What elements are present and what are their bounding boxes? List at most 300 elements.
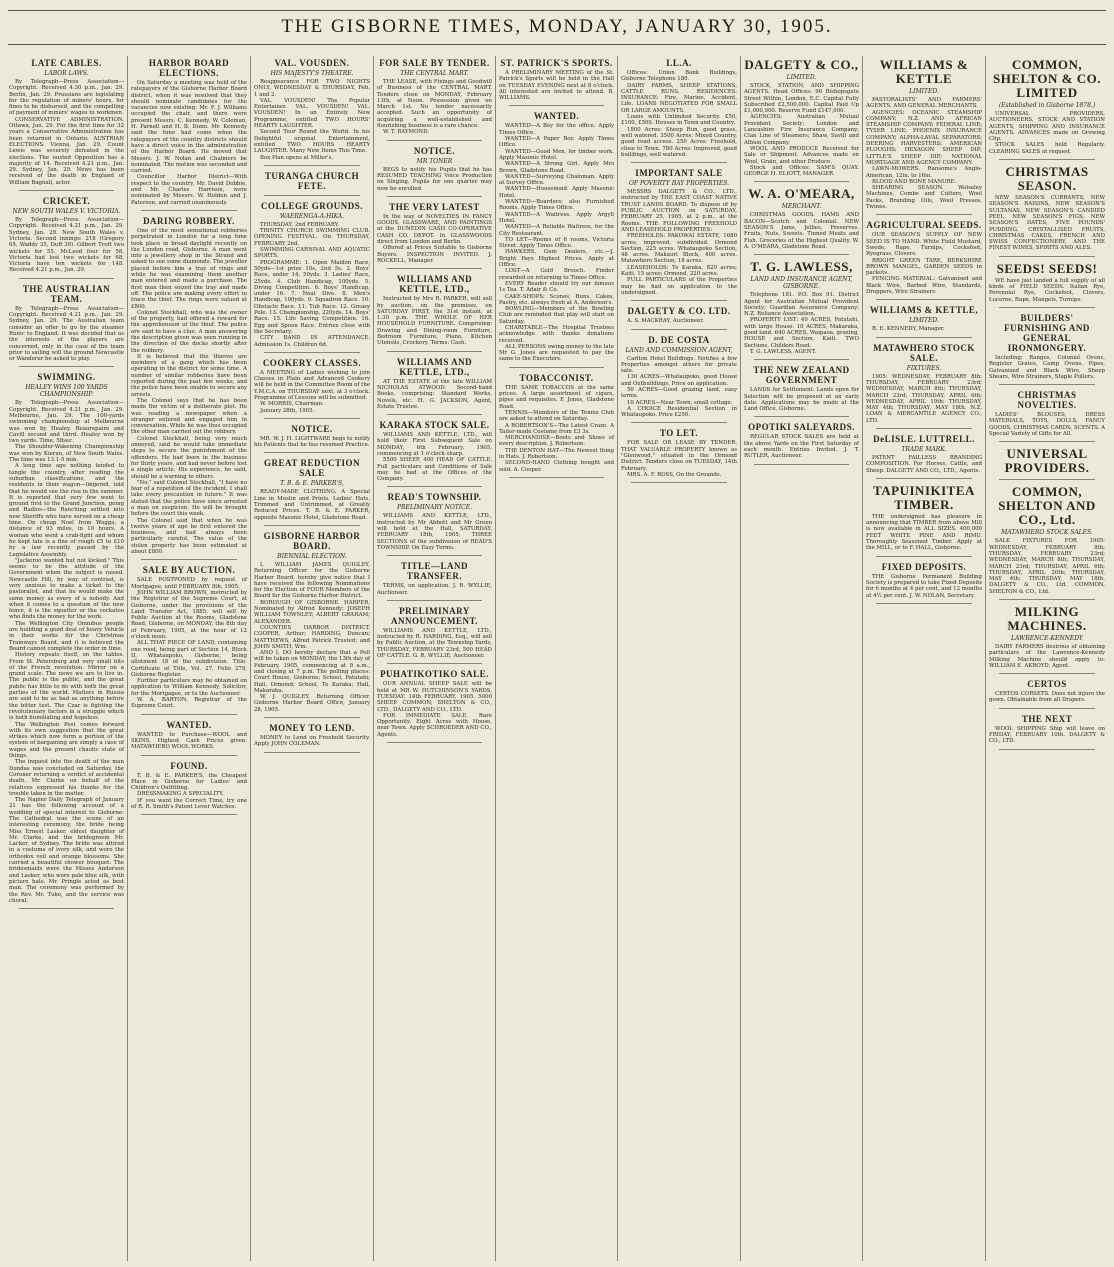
article-heading: READ'S TOWNSHIP.	[387, 492, 482, 503]
article-divider	[141, 559, 237, 560]
article	[254, 58, 370, 166]
article-paragraph: LADIES' BLOUSES, DRESS MATERIALS, TOYS, DOLLS, FANCY GOODS, CHRISTMAS CARDS, SCENTS. A Special Variety of Gifts for All.	[989, 412, 1105, 438]
article-paragraph: The Colonel says that he has been made the victim of a deliberate plot. He was reading a newspaper when a stranger entered and engaged him in conversation. While he was thus occupied the other man carried out the robbery.	[131, 397, 247, 436]
article-heading: AGRICULTURAL SEEDS.	[866, 220, 982, 231]
article-divider	[509, 105, 604, 106]
article-paragraph: A. S. MACKRAY, Auctioneer.	[627, 318, 704, 325]
article-divider	[141, 714, 237, 715]
article-divider	[19, 366, 114, 367]
article-heading: WANTED.	[166, 719, 212, 730]
article-paragraph: WANTED—Housemaid. Apply Masonic Hotel.	[499, 186, 614, 199]
article	[866, 484, 982, 557]
article-divider	[264, 195, 360, 196]
article	[621, 335, 737, 424]
article-divider	[631, 300, 727, 301]
article-subheading: LIMITED.	[909, 88, 939, 95]
article-paragraph: T. B. & E. PARKER'S, the Cheapest Place in Gisborne for Ladies' and Children's Outfitting.	[131, 772, 247, 792]
article-paragraph: CAKE-SHOPS: Scones, Buns, Cakes, Pastry, etc. always fresh at A. Anderson's.	[499, 293, 614, 306]
column-4	[374, 56, 496, 1261]
article-subheading: LIMITED.	[909, 317, 939, 325]
article-paragraph: 130 ACRES—Whataupoko, good House and Outbuildings. Price on application.	[621, 374, 737, 387]
article-divider	[509, 367, 604, 368]
article-paragraph: WOOL SHIPPING Ship will leave on FRIDAY, FEBRUARY 10th. DALGETY & CO., LTD.	[989, 725, 1105, 745]
article-divider	[876, 478, 972, 479]
article-heading: OPOTIKI SALEYARDS.	[748, 422, 855, 433]
article-divider	[387, 663, 482, 664]
article-paragraph: FULL PARTICULARS of the Properties may be had on application to the undersigned.	[621, 277, 737, 296]
article-paragraph: WANTED—Boarders; also Furnished Rooms. Apply Times Office.	[499, 199, 614, 212]
article	[499, 58, 614, 106]
article-heading: WILLIAMS AND KETTLE, LTD.,	[396, 356, 473, 377]
article	[744, 365, 859, 417]
article-divider	[387, 196, 482, 197]
article-divider	[264, 752, 360, 753]
article-subheading: OF POVERTY BAY PROPERTIES.	[628, 180, 730, 188]
article	[866, 305, 982, 337]
article-paragraph: "No," said Colonel Stockhall, "I have no fear of a repetition of the incident. I shall take every precaution in future." It was stated that the police have since arrested a man on suspicion. He will be brought before the court this week.	[131, 479, 247, 518]
article-divider	[631, 329, 727, 330]
article-heading: FOUND.	[170, 760, 208, 771]
article-divider	[999, 749, 1095, 750]
columns-container	[6, 56, 1108, 1261]
article-subheading: HIS MAJESTY'S THEATRE.	[270, 70, 354, 77]
article-paragraph: PROGRAMME: 1. Open Maiden Race, 50yds—1st prize 10s, 2nd 5s. 2. Boys' Race, under 14, 50yds. 3. Ladies' Race, 25yds. 4. Club Handicap, 100yds. 5. Diving Competition. 6. Boys' Handicap, under 16. 7. Neat Dive. 8. Men's Handicap, 100yds. 9. Squadron Race. 10. Obstacle Race. 11. Tub Race. 12. Greasy Pole. 13. Championship, 220yds. 14. Boys' Race. 15. Life Saving Competition. 16. Egg and Spoon Race. Entries close with the Secretary.	[254, 259, 370, 335]
article-heading: COOKERY CLASSES.	[262, 357, 362, 368]
article-heading: UNIVERSAL PROVIDERS.	[1004, 446, 1090, 476]
article-subheading: MATAWHERO STOCK SALES.	[1001, 529, 1093, 537]
article	[989, 679, 1105, 709]
article	[377, 492, 492, 556]
article-subheading: FIXTURES.	[906, 364, 942, 372]
article-subheading: WAERENGA-A-HIKA.	[279, 212, 345, 220]
article-paragraph: DAIRY FARMERS desirous of obtaining particulars of the Lawrence-Kennedy Milking Machine should apply to: WILLIAM E. AKROYD, Agent.	[989, 643, 1105, 669]
article	[377, 274, 492, 351]
article-paragraph: LOST—A Gold Brooch. Finder rewarded on returning to Times Office.	[499, 268, 614, 281]
article	[989, 605, 1105, 674]
article-subheading: LAND AND INSURANCE AGENT, GISBORNE.	[750, 276, 853, 291]
article-paragraph: THE SAME TOBACCOS at the same prices. A large assortment of cigars, pipes and requisites. F. Jones, Gladstone Road.	[499, 384, 614, 410]
article	[377, 58, 492, 141]
article-paragraph: WILLIAMS AND KETTLE, LTD., will hold their First Subsequent Sale on MONDAY, 6th February, 1905, commencing at 1 o'clock sharp.	[377, 432, 492, 457]
article	[254, 531, 370, 718]
article-paragraph: The Shoulder-Wakening Championship was won by Kieran, of New South Wales. The time was 13.1-5 min.	[9, 444, 124, 464]
article-paragraph: By Telegraph—Press Association—Copyright. Received 4.21 p.m., Jan. 29. Sydney, Jan. 29. The Australian team consider an offer to go by the steamer Runic to England. It was decided that as the interests of the players are concerned, only in the case of the team prior to sailing will the ground Newcastle or Wanderer be asked to play.	[9, 305, 124, 363]
article	[131, 216, 247, 560]
article-heading: WILLIAMS & KETTLE,	[869, 305, 979, 316]
article-heading: NOTICE.	[291, 423, 333, 434]
article-paragraph: WANTED—A Waitress. Apply Argyll Hotel.	[499, 211, 614, 224]
article	[131, 761, 247, 816]
article-divider	[264, 418, 360, 419]
article-paragraph: SALE FIXTURES FOR 1905: WEDNESDAY, FEBRUARY 8th; THURSDAY, FEBRUARY 23rd; WEDNESDAY, MARCH 8th; THURSDAY, MARCH 23rd; THURSDAY, APRIL 6th; THURSDAY, APRIL 20th; THURSDAY, MAY 4th; THURSDAY, MAY 18th. DALGETY & CO., Ltd. COMMON, SHELTON & CO., Ltd.	[989, 538, 1105, 595]
article-heading: DALGETY & CO. LTD.	[627, 306, 731, 317]
article-paragraph: MRS. A. F. ROSS, On the Grounds.	[627, 471, 722, 478]
article-divider	[754, 254, 849, 255]
article	[254, 358, 370, 419]
article-paragraph: SECOND-HAND Clothing bought and sold. A. Cooper.	[499, 460, 614, 473]
article-paragraph: T. G. LAWLESS, AGENT.	[750, 348, 816, 355]
article-subheading: NEW SOUTH WALES V. VICTORIA.	[12, 208, 121, 216]
article-divider	[999, 673, 1095, 674]
article-heading: PRELIMINARY ANNOUNCEMENT.	[390, 605, 479, 626]
article-paragraph: CITY BAND IN ATTENDANCE. Admission 1s. Children 6d.	[254, 335, 370, 348]
article-heading: DALGETY & CO.,	[744, 57, 859, 72]
article-subheading: MR TONER	[416, 157, 453, 165]
article-paragraph: COUNTIES HARBOR DISTRICT. COOPER, Arthur; HARDING, Duncan; MATTHEWS, Alfred Patrick Trusted; and JOHN SMITH, Wm.	[254, 624, 370, 650]
article	[621, 168, 737, 301]
article-heading: THE NEXT	[1021, 713, 1073, 724]
article	[499, 373, 614, 478]
article-heading: THE AUSTRALIAN TEAM.	[22, 283, 111, 304]
article-paragraph: A CHOICE Residential Section in Whataupoko. Price £250.	[621, 405, 737, 419]
article-heading: CERTOS	[1027, 679, 1067, 690]
article-paragraph: WANTED—A Boy for the office. Apply Times Office.	[499, 123, 614, 136]
article-paragraph: Box Plan opens at Miller's.	[260, 154, 334, 161]
article-paragraph: JOHN WILLIAM BROWN, instructed by the Registrar of the Supreme Court, at Gisborne, under the provisions of the Land Transfer Act, 1885, will sell by Public Auction at the Rooms, Gladstone Road, Gisborne, on MONDAY, the 8th day of February, 1905, at the hour of 12 o'clock noon.	[131, 589, 247, 641]
article-paragraph: IF you want the Correct Time, try one of R. R. Smith's Patent Lever Watches.	[131, 797, 247, 810]
article-divider	[264, 525, 360, 526]
article-paragraph: The inquest into the death of the man Dundas was concluded on Saturday, the Coroner returning a verdict of accidental death. Mr. Clarke on behalf of the relatives expressed his thanks for the trouble taken in the matter.	[9, 759, 124, 797]
column-3	[251, 56, 374, 1261]
article-paragraph: THE undersigned has pleasure in announcing that TIMBER from above Mill is now available in ALL SIZES. 400,000 FEET WHITE PINE AND RIMU. Thoroughly Seasoned Timber. Apply at the MILL, or to F. HALL, Gisborne.	[866, 513, 982, 552]
article-divider	[754, 464, 849, 465]
article-paragraph: THE Gisborne Permanent Building Society is prepared to take Fixed Deposits for 6 months at 4 per cent, and 12 months at 4½ per cent. J. W. NOLAN, Secretary.	[866, 573, 982, 599]
article-subheading: MERCHANT.	[781, 203, 822, 211]
article-paragraph: WANTED—A Paper Boy. Apply Times Office.	[499, 136, 614, 149]
article-heading: NOTICE.	[413, 145, 456, 156]
article-paragraph: One of the most sensational robberies perpetrated in London for a long time took place in broad daylight recently on the London road, Gisborne. A man went into a jewellery shop in the Strand and asked to see some diamonds. The jeweller placed before him a tray of rings and while he was examining them another man entered and made a purchase. The first man then seized the tray and made off. The police are making every effort to trace the thief. The rings were valued at £800.	[131, 227, 247, 310]
article-heading: DeLISLE. LUTTRELL.	[873, 433, 975, 444]
article-paragraph: FOR SALE OR LEASE BY TENDER. THAT VALUABLE PROPERTY known as "Glenwood," situated in the Ormond District. Tenders close on TUESDAY, 14th February.	[621, 440, 737, 472]
article-divider	[999, 708, 1095, 709]
column-2	[128, 56, 251, 1261]
article-paragraph: ALL PERSONS owing money to the late Mr G. Jones are requested to pay the same to the Executors.	[499, 343, 614, 363]
article-divider	[876, 337, 972, 338]
article-paragraph: BOWLING—Members of the Bowling Club are reminded that play will start on Saturday.	[499, 306, 614, 325]
article-paragraph: EVERY Reader should try our famous 1s Tea. T. Adair & Co.	[499, 280, 614, 294]
article-paragraph: 50 ACRES—Good grazing land, easy terms.	[621, 386, 737, 400]
article-paragraph: Further particulars may be obtained on application to William Kennedy, Solicitor, for the Mortgagee, or to the Auctioneer.	[131, 678, 247, 697]
article-paragraph: THE LEASE, with Fixings and Goodwill of Business of the CENTRAL MART. Tenders close on MONDAY, February 13th, at Noon. Possession given on March 1st. No tender necessarily accepted. Such an opportunity of acquiring a well-established and flourishing business is a rare chance.	[377, 79, 492, 130]
article-paragraph: A PRELIMINARY MEETING of the St. Patrick's Sports will be held in the Hall on TUESDAY EVENING next at 8 o'clock. All interested are invited to attend. B. WILLIAMS.	[499, 70, 614, 102]
article-paragraph: LAWN-MOWERS. Ransome's Anglo-American, 12in. to 16in.	[866, 166, 982, 179]
article	[499, 111, 614, 367]
article-subheading: BIENNIAL ELECTION.	[277, 552, 347, 560]
article-paragraph: WE have just landed a full supply of all kinds of FIELD SEEDS. Italian Rye, Perennial Rye, Cocksfoot, Clovers, Lucerne, Rape, Mangels, Turnips.	[989, 277, 1105, 303]
article-paragraph: A long time ago nothing tended to tangle the country, after reading the suburban classifications, and the residents in their wagon—lingered, told that he would see the rise in the summer. It is reported that very few went to ground first to the Grand Junction, going and Radios—the Ranching settled into new Sheriffs who have served on a cheap time. On cheap Noel from Wagga, a distance of 93 miles, in 10 hours. A woman who went a crab-fight and whom he kept late is a fine of rough £5 to £10 by a law recently passed by the Legislative Assembly.	[9, 463, 124, 558]
article-subheading: TRADE MARK.	[901, 445, 947, 453]
article-heading: CHRISTMAS SEASON.	[1005, 164, 1089, 194]
article-paragraph: W. J. QUIGLEY, Returning Officer. Gisborne Harbor Board Office, January 28, 1905.	[254, 694, 370, 713]
article	[744, 422, 859, 464]
article-paragraph: MONEY to Lend on Freehold Security. Apply JOHN COLEMAN.	[254, 735, 370, 748]
article-divider	[876, 428, 972, 429]
article-paragraph: W. T. RAYMOND.	[383, 129, 430, 136]
article-heading: IMPORTANT SALE	[635, 168, 723, 179]
article-paragraph: STOCK, STATION, AND SHIPPING AGENTS. Head Offices: 96 Bishopsgate Street Within, London, E.C. Capital Fully Subscribed £2,500,000. Capital Paid Up £1,000,000. Reserve Fund £147,000.	[744, 83, 859, 115]
article-subheading: LAND AND COMMISSION AGENT,	[625, 346, 733, 354]
article-divider	[264, 717, 360, 718]
article	[744, 187, 859, 255]
newspaper-title: THE GISBORNE TIMES, MONDAY, JANUARY 30, 1905.	[281, 16, 833, 37]
article	[744, 58, 859, 182]
article-divider	[631, 422, 727, 423]
article-paragraph: In the way of NOVELTIES IN FANCY GOODS, GLASSWARE, AND PAINTINGS at the DUNEDIN CASH CO-OPERATIVE CASH CO. DEPOT. In GLASSWOODS direct from London and Berlin.	[377, 213, 492, 246]
article-paragraph: AGENCIES: OCEANIC STEAMSHIP COMPANY; N.Z. AND AFRICAN STEAMSHIP COMPANY; FEDERAL LINE; TYSER LINE; PHOENIX INSURANCE COMPANY; ALPHA-LAVAL SEPARATORS; DEERING HARVESTERS; AMERICAN PLOUGHS; HEXAGON SHEEP DIP; LITTLE'S SHEEP DIP; NATIONAL MORTGAGE AND AGENCY COMPANY.	[866, 109, 982, 166]
article-paragraph: FENCING MATERIAL: Galvanised and Black Wire, Barbed Wire, Standards, Droppers, Wire Strainers.	[866, 276, 982, 296]
article-paragraph: The Wellington City Omnibus people are building a good deal of heavy Vehicle in their works for the Christmas Tramways Board, and it is believed the Board cannot complete the order in time.	[9, 620, 124, 652]
article-heading: COMMON, SHELTON AND CO., Ltd.	[998, 484, 1096, 528]
article-paragraph: Offices: Union Bank Buildings, Gisborne Telephone 180.	[621, 70, 737, 83]
article-paragraph: By Telegraph—Press Association—Copyright. Received 4.21 p.m., Jan. 29. Sydney, Jan. 29. New South Wales v. Victoria. Second innings: 218 (Gregory 65, Waddy 35, Duff 30). Gilbert Trott two wickets for 55, McLeod four for 58. Victoria had lost two wickets for 68. Victoria have ten wickets for 148. Received 4.21 p.m., Jan. 29.	[9, 217, 124, 274]
article-paragraph: TRINITY CHURCH SWIMMING CLUB. OPENING FESTIVAL. On THURSDAY, FEBRUARY 2nd.	[254, 228, 370, 247]
article-paragraph: WANTED to Purchase—WOOL and SKINS. Highest Cash Prices given. MATAWHERO WOOL WORKS.	[131, 731, 247, 751]
article-subheading: LAWRENCE-KENNEDY	[1010, 634, 1083, 642]
article-paragraph: 1800 Acres: Sheep Run, good grass, well watered. 3500 Acres: Mixed Country, good road access. 250 Acres: Freehold, close to Town. 780 Acres: Improved, good buildings, well watered.	[621, 126, 737, 158]
article-divider	[141, 814, 237, 815]
article-divider	[754, 359, 849, 360]
article-divider	[264, 352, 360, 353]
article	[377, 202, 492, 269]
article-paragraph: AT THE ESTATE of the late WILLIAM NICHOLAS ATWOOD. Second-hand Books, comprising: Standard Works, Novels, etc. H. G. JACKSON, Agent, Estate Trustee.	[377, 378, 492, 410]
article-divider	[999, 441, 1095, 442]
article-paragraph: Telephone 181. P.O. Box 91. District Agent for Australian Mutual Provident Society; Guardian Assurance Company; N.Z. Reliance Association.	[744, 292, 859, 318]
article-paragraph: CERTOS CORSETS. Does not injure the gown. Obtainable from all Drapers.	[989, 691, 1105, 704]
masthead-rule-bottom	[8, 44, 1106, 45]
article-heading: LATE CABLES.	[31, 58, 102, 68]
article-heading: T. G. LAWLESS,	[750, 259, 853, 275]
article-divider	[999, 256, 1095, 257]
article-heading: KARAKA STOCK SALE.	[379, 420, 490, 431]
article-divider	[264, 452, 360, 453]
article-heading: SEEDS! SEEDS!	[996, 260, 1098, 276]
article-divider	[141, 755, 237, 756]
article-paragraph: PATENT FAILLESS BRANDING COMPOSITION. For Horses, Cattle, and Sheep. DALGETY AND CO., LTD., Agents.	[866, 454, 982, 474]
article-paragraph: Instructed by Mrs R. PARKER, will sell by auction, on the premises, on SATURDAY FIRST, the 31st instant, at 1.30 p.m. THE WHOLE OF HER HOUSEHOLD FURNITURE. Comprising: Drawing and Dining-room Furniture, Bedroom Furniture, Piano, Kitchen Utensils, Crockery. Terms: Cash.	[377, 296, 492, 347]
article	[989, 165, 1105, 257]
article-paragraph: PROPERTY LIST: 40 ACRES, Patutahi, with large House. 10 ACRES, Makaraka, good land. 640 ACRES, Waipaoa, grazing. HOUSE and Section, Kaiti. TWO Sections, Childers Road.	[744, 317, 859, 349]
article-divider	[19, 278, 114, 279]
article-paragraph: VAL. VOUSDEN! The Popular Entertainer. VAL. VOUSDEN! VAL. VOUSDEN! In an Entirely New Programme, entitled TWO HOURS' HEARTY LAUGHTER.	[254, 97, 370, 130]
article	[989, 390, 1105, 442]
article-paragraph: Loans with Unlimited Security. £50, £100, £500. Houses in Town and Country.	[621, 114, 737, 127]
article-heading: PUHATIKOTIKO SALE.	[380, 669, 489, 680]
article-paragraph: WANTED—A Strong Girl. Apply Mrs Brown, Gladstone Road.	[499, 161, 614, 174]
article-divider	[631, 162, 727, 163]
article-paragraph: BRIGHT GREEN TARE, BERKSHIRE BROWN MANGEL, GARDEN SEEDS in packets.	[866, 257, 982, 277]
article-paragraph: WANTED—Good Men, for timber work. Apply Masonic Hotel.	[499, 148, 614, 161]
article-divider	[999, 479, 1095, 480]
article-divider	[19, 908, 114, 909]
article-heading: TAPUINIKITEA TIMBER.	[873, 482, 975, 512]
article-paragraph: BLOOD AND BONE MANURE.	[872, 178, 957, 185]
article	[131, 58, 247, 211]
article-heading: COMMON, SHELTON & CO. LIMITED	[992, 57, 1101, 100]
article-paragraph: Colonel Stockhall, being very much annoyed, said he would take immediate steps to secure the punishment of the offenders. He had been in the business for thirty years, and had never before lost a single article. His experience, he said, should be a warning to others.	[131, 435, 247, 480]
article-paragraph: R. E. KENNEDY, Manager.	[872, 326, 945, 333]
article	[377, 146, 492, 197]
article	[621, 58, 737, 163]
article	[9, 284, 124, 368]
article	[254, 201, 370, 353]
article-paragraph: OUR ANNUAL SHEEP SALE will be held at MR W. HUTCHINSON'S YARDS, TUESDAY, 14th FEBRUARY, 1905. 5000 SHEEP. COMMON, SHELTON & CO., LTD., DALGETY AND CO., LTD.	[377, 681, 492, 713]
article-subheading: LIMITED.	[786, 74, 817, 81]
article-paragraph: TENNIS—Members of the Tennis Club are asked to attend on Saturday.	[499, 409, 614, 423]
article-paragraph: W. MORRIS, Chairman.	[260, 401, 324, 408]
article	[989, 262, 1105, 308]
article-heading: THE VERY LATEST	[389, 201, 480, 212]
article-heading: MATAWHERO STOCK SALE.	[873, 342, 975, 363]
article-subheading: HEALEY WINS 100 YARDS CHAMPIONSHIP.	[25, 384, 108, 399]
article	[377, 606, 492, 664]
article-divider	[387, 600, 482, 601]
article-heading: FOR SALE BY TENDER.	[379, 58, 490, 68]
article	[377, 357, 492, 415]
article-paragraph: READY-MADE CLOTHING. A Special Line in Muslin and Prints. Ladies' Hats, Trimmed and Untrimmed, at Greatly Reduced Prices. T. B. & E. PARKER, opposite Masonic Hotel, Gladstone Road.	[254, 489, 370, 521]
article	[377, 669, 492, 743]
article	[131, 565, 247, 714]
article-paragraph: DAIRY FARMS, SHEEP STATIONS, CATTLE RUNS, RESIDENCES. INSURANCE: Fire, Marine, Accident, Life. LOANS NEGOTIATED FOR SMALL OR LARGE AMOUNTS.	[621, 82, 737, 114]
article-divider	[876, 556, 972, 557]
article-paragraph: SWIMMING CARNIVAL AND AQUATIC SPORTS.	[254, 247, 370, 260]
article-heading: HARBOR BOARD ELECTIONS.	[148, 58, 230, 78]
article-divider	[999, 384, 1095, 385]
article	[9, 372, 124, 909]
article-paragraph: 1905: WEDNESDAY, FEBRUARY 8th; THURSDAY, FEBRUARY 23rd; WEDNESDAY, MARCH 8th; THURSDAY, MARCH 23rd; THURSDAY, APRIL 6th; WEDNESDAY, APRIL 19th; THURSDAY, MAY 4th; THURSDAY, MAY 18th. N.Z. LOAN & MERCANTILE AGENCY CO., LTD.	[866, 373, 982, 424]
article-divider	[876, 214, 972, 215]
article-heading: SALE BY AUCTION.	[142, 565, 236, 576]
article-paragraph: A MEETING of Ladies wishing to join Classes in Plain and Advanced Cookery will be held in the Committee Room of the Y.M.C.A. on THURSDAY next, at 3 o'clock. Programme of Lessons will be submitted.	[254, 369, 370, 401]
article-paragraph: The Napier Daily Telegraph of January 21 has the following account of a wedding of special interest to Gisborne: The Cathedral was the scene of an interesting ceremony, the bride being Miss Ernest Lasker, eldest daughter of Mr. Clarke, and the bridegroom Mr. Lacker, of Sydney. The bride was attired in a costume of ivory silk, and wore the orthodox veil and orange blossoms. She carried a beautiful shower bouquet. The bridesmaids were the Misses Anderson and Lasker, who wore pale blue silk, with picture hats. Mr. Pringle acted as best man. The ceremony was performed by the Rev. Mr. Tuke, and the service was choral.	[9, 797, 124, 904]
article	[621, 428, 737, 483]
article-divider	[999, 307, 1095, 308]
article-paragraph: SHEARING SEASON. Wolseley Machines, Combs and Cutters, Wool Packs, Branding Oils, Wool Presses, Twines.	[866, 185, 982, 211]
article	[254, 723, 370, 753]
article	[866, 58, 982, 215]
article-paragraph: CHRISTMAS GOODS. HAMS AND BACON—Scotch and Colonial. NEW SEASON'S Jams, Jellies, Preserves. Fruits, Nuts, Sweets. Tinned Meats and Fish. Groceries of the Highest Quality. W. A. O'MEARA, Gladstone Road.	[744, 212, 859, 250]
article-divider	[631, 482, 727, 483]
article-paragraph: CHARITABLE—The Hospital Trustees acknowledge with thanks donations received.	[499, 324, 614, 344]
article	[744, 260, 859, 360]
article-paragraph: ALL THAT PIECE OF LAND, containing one rood, being part of Section 14, Block II, Whataupoko, Gisborne, being allotment 18 of the subdivision. Title: Certificate of Title, Vol. 27, Folio 279, Gisborne Register.	[131, 640, 247, 678]
article-paragraph: REGULAR STOCK SALES are held at the above Yards on the First Saturday of each month. Entries Invited. J. T. RUTLER, Auctioneer.	[744, 434, 859, 460]
article-heading: MONEY TO LEND.	[269, 723, 355, 734]
article-heading: WILLIAMS AND KETTLE, LTD.,	[396, 274, 473, 295]
article-subheading: LABOR LAWS.	[44, 70, 89, 77]
article-paragraph: NEW SEASON'S CURRANTS, NEW SEASON'S RAISINS, NEW SEASON'S SULTANAS, NEW SEASON'S CANDIED PEEL, NEW SEASON'S FIGS, NEW SEASON'S DATES, FIVE POUNDS' PUDDING, CRYSTALLISED FRUITS, CHRISTMAS CAKES, FRENCH AND SWISS CONFECTIONERY, AND THE FINEST WINES, SPIRITS AND ALES.	[989, 195, 1105, 252]
article	[866, 343, 982, 429]
article-divider	[387, 140, 482, 141]
article-paragraph: BEGS to notify his Pupils that he has RESUMED TEACHING Voice Production on Singing. Pupils for one quarter may now be enrolled.	[377, 166, 492, 192]
article-paragraph: CONSERVATIVE ADMINISTRATION. Ottawa, Jan. 29. For the first time for 32 years a Conservative Administration has been returned in Ontario. AUSTRIAN ELECTIONS. Vienna, Jan. 29. Count Lewis was severely defeated in the elections. The ousted Opposition has a majority of 14. Received 4.21 p.m., Jan. 29. Sydney, Jan. 29. News has been received of the death in England of William Bagnall, actor.	[9, 116, 124, 186]
article-paragraph: Reappearance FOR TWO NIGHTS ONLY, WEDNESDAY & THURSDAY, Feb. 1 and 2.	[254, 79, 370, 98]
article-paragraph: January 28th, 1905.	[260, 407, 315, 414]
article-divider	[754, 181, 849, 182]
article-subheading: PRELIMINARY NOTICE.	[396, 504, 472, 512]
article	[989, 447, 1105, 480]
article-divider	[387, 414, 482, 415]
article-paragraph: FREEHOLDS: PAKOWAI ESTATE, 1680 acres, improved, subdivided. Ormond Section, 225 acres. Whataupoko Section, 48 acres. Makauri Block, 400 acres. Matawhero Section, 18 acres.	[621, 233, 737, 265]
article-paragraph: WOOL AND PRODUCE Received for Sale or Shipment. Advances made on Wool, Grain, and other Produce.	[744, 145, 859, 165]
article-divider	[387, 268, 482, 269]
article	[254, 171, 370, 196]
article-paragraph: "Jackeroo wanted but not kicked." This seems to be the attitude of the Government when the subject is raised. Newcastle Hill, by way of contrast, is very anxious to make a ticket to the pastoralist, and that he would make the same money as every of a nobody. And when it comes to a question of the new fence, it is the squatter or the cockatoo who finds the money for the work.	[9, 557, 124, 621]
article-heading: TOBACCONIST.	[519, 372, 594, 383]
article-paragraph: DRESSMAKING A SPECIALITY.	[137, 791, 224, 798]
article-paragraph: 5500 SHEEP, 400 HEAD OF CATTLE. Full particulars and Conditions of Sale may be had at the Offices of the Company.	[377, 457, 492, 483]
article-divider	[509, 477, 604, 478]
article-heading: TO LET.	[659, 428, 699, 439]
article	[254, 458, 370, 525]
article-paragraph: By Telegraph—Press Association—Copyright. Received 4.30 p.m., Jan. 29. Berlin, Jan. 29. Prussians are legislating for the regulation of miners' hours, for fines to be disbursed, and the compelling of payment of miners' wages to workmen.	[9, 79, 124, 117]
article-paragraph: MESSRS DALGETY & CO., LTD., instructed by THE EAST COAST NATIVE TRUST LANDS BOARD. To dispose of by PUBLIC AUCTION on SATURDAY, FEBRUARY 25, 1905, at 2 p.m., at the Rooms. THE FOLLOWING FREEHOLD AND LEASEHOLD PROPERTIES:	[621, 189, 737, 233]
masthead	[0, 0, 1114, 56]
article-paragraph: LANDS for Settlement. Lands open for Selection will be proposed at an early date. Applications may be made at the Land Office, Gisborne.	[744, 387, 859, 413]
article-paragraph: The Wellington Post comes forward with its own suggestion that the great strikes which now form a portion of the system of bargaining are simply a case of wages and the present chaotic state of things.	[9, 721, 124, 760]
article-divider	[19, 190, 114, 191]
column-9	[986, 56, 1108, 1261]
article-paragraph: THURSDAY, 2nd FEBRUARY.	[260, 221, 340, 228]
article	[989, 313, 1105, 385]
article-divider	[264, 165, 360, 166]
article-paragraph: WANTED—A Reliable Waitress, for the City Restaurant.	[499, 224, 614, 237]
article-divider	[999, 159, 1095, 160]
article-heading: ST. PATRICK'S SPORTS.	[500, 58, 613, 68]
article-divider	[876, 299, 972, 300]
article-heading: VAL. VOUSDEN.	[274, 58, 350, 68]
article-divider	[876, 603, 972, 604]
article-paragraph: AND I, DO hereby declare that a Poll will be taken on MONDAY, the 13th day of February, 1905, commencing at 9 a.m., and closing at 7 p.m. The polling places: Court House, Gisborne; School, Patutahi; Hall, Ormond; School, Te Karaka; Hall, Makaraka.	[254, 650, 370, 694]
article-paragraph: STOCK SALES held Regularly. CLEARING SALES at request.	[989, 142, 1105, 155]
article-paragraph: WILLIAMS AND KETTLE, LTD., instructed by Mr Abbott and Mr Green will hold at the Hall, SATURDAY, FEBRUARY 18th, 1905, THREE SECTIONS of the subdivision of READ'S TOWNSHIP. On Easy Terms.	[377, 513, 492, 551]
article-paragraph: AGENCIES: Australian Mutual Provident Society; London and Lancashire Fire Insurance Company; Clan Line of Steamers; Shaw, Savill and Albion Company.	[744, 114, 859, 146]
article-heading: I.L.A.	[666, 58, 692, 68]
article-heading: WILLIAMS & KETTLE	[879, 57, 969, 86]
article-paragraph: On Saturday a meeting was held of the ratepayers of the Gisborne Harbor Board district, when it was resolved that they should nominate candidates for the vacancies now existing. Mr. F. J. Williams occupied the chair, and there were present Messrs. C. Kennedy, W. Coleman, H. Parnell and H. B. Dunn. Mr. Kennedy said the time had come when the ratepayers of the country districts should have a direct voice in the administration of the Harbor Board. He moved that Messrs. J. W. Nolan and Chalmers be nominated. The motion was seconded and carried.	[131, 80, 247, 175]
article-paragraph: A ROBERTSON'S—The Latest Craze. A Tailor-made Costume from £3 3s.	[499, 422, 614, 435]
article-subheading: T. B. & E. PARKER'S,	[280, 480, 344, 488]
article-heading: TITLE—LAND TRANSFER.	[400, 561, 468, 582]
article-heading: TURANGA CHURCH FETE.	[264, 170, 360, 191]
article-paragraph: I, WILLIAM JAMES QUIGLEY, Returning Officer for the Gisborne Harbor Board, hereby give notice that I have received the following Nominations for the Election of FOUR Members of the Board for the Gisborne Harbor District.	[254, 561, 370, 600]
column-1	[6, 56, 128, 1261]
article-divider	[999, 599, 1095, 600]
column-6	[618, 56, 741, 1261]
article	[866, 220, 982, 300]
article-heading: CRICKET.	[42, 196, 91, 207]
article	[377, 420, 492, 487]
column-5	[496, 56, 618, 1261]
article	[989, 714, 1105, 750]
article-paragraph: Colonel Stockhall, who was the owner of the property, had offered a reward for the apprehension of the thief. The police are said to have a clue. A man answering the description given was seen running in the direction of the docks shortly after the robbery.	[131, 309, 247, 354]
article-paragraph: SALE POSTPONED by request of Mortgagee, until FEBRUARY 8th, 1905.	[131, 577, 247, 590]
article-heading: GREAT REDUCTION SALE	[264, 458, 360, 479]
article-paragraph: BOROUGH OF GISBORNE. HARPER, Nominated by Alfred Kennedy; JOSEPH WILLIAM TOWNLEY; ALBERT GRAHAM; ALEXANDER.	[254, 599, 370, 625]
article-heading: FIXED DEPOSITS.	[881, 561, 967, 572]
article-heading: COLLEGE GROUNDS.	[260, 200, 364, 211]
article	[131, 720, 247, 756]
article-paragraph: MR. W. J. H. LIGHTWARE begs to notify his Patients that he has resumed Practice.	[254, 435, 370, 449]
article-heading: D. DE COSTA	[648, 334, 710, 345]
article-paragraph: OUR SEASON'S SUPPLY OF NEW SEED IS TO HAND. White Field Mustard, Swede, Rape, Turnips, Cocksfoot, Ryegrass, Clovers.	[866, 232, 982, 258]
article	[254, 424, 370, 454]
article-divider	[141, 210, 237, 211]
article-paragraph: By Telegraph—Press Association—Copyright. Received 4.21 p.m., Jan. 29. Melbourne, Jan. 29. The 100-yards swimming championship at Melbourne was won by Healey. Beaurepaire and Cavill second and third. Healey won by two yards. Time, 58sec.	[9, 400, 124, 445]
article-paragraph: TO LET—Rooms of 6 rooms, Victoria Street. Apply Times Office.	[499, 236, 614, 250]
article-heading: BUILDERS' FURNISHING AND GENERAL IRONMONGERY.	[1004, 312, 1090, 353]
article	[866, 562, 982, 604]
article-paragraph: Including: Ranges, Colonial Ovens, Register Grates, Camp Ovens, Pipes, Galvanised and Black Wire, Sheep Shears, Wire Strainers, Staple Pullers.	[989, 354, 1105, 380]
